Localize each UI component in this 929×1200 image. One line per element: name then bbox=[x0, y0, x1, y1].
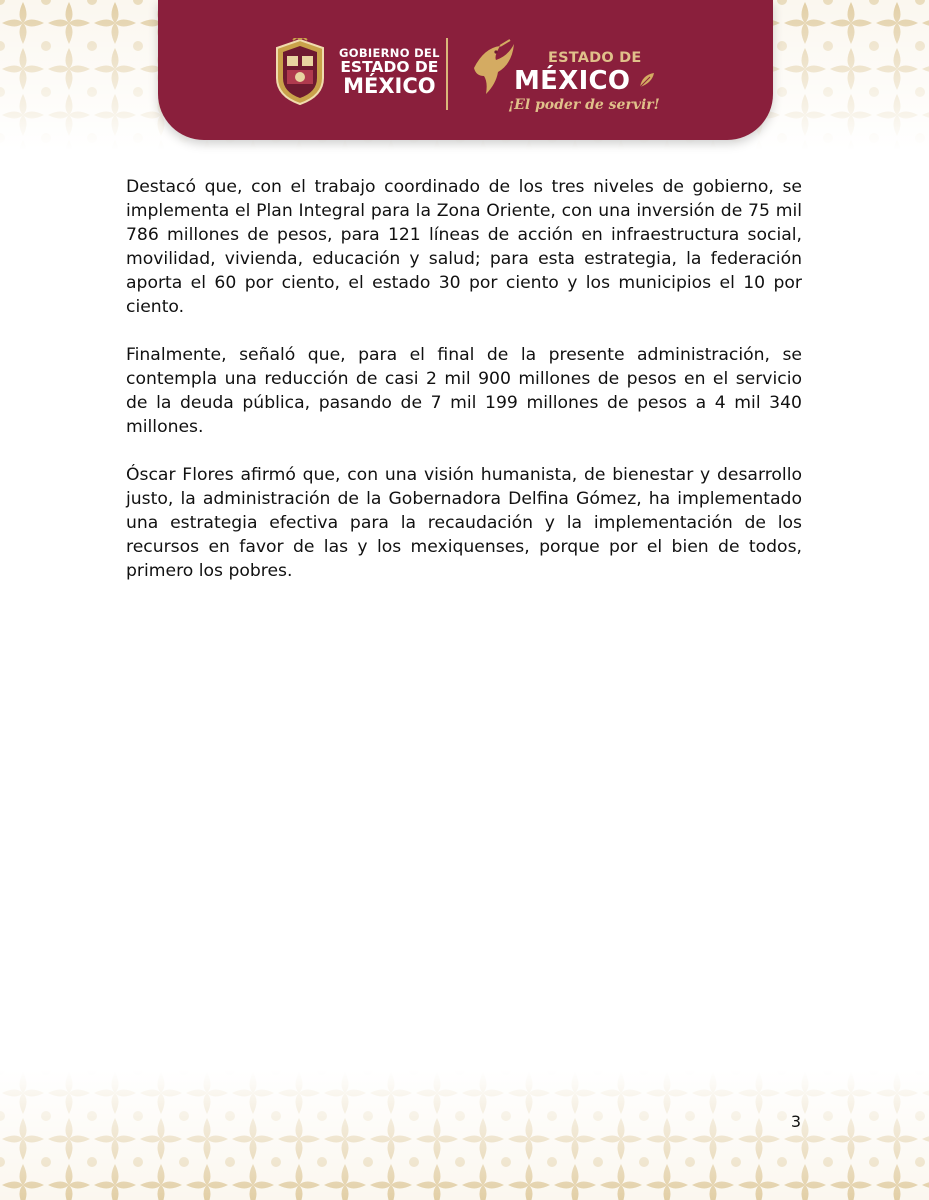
document-body bbox=[126, 175, 802, 607]
government-logo bbox=[273, 38, 440, 106]
header-banner bbox=[158, 0, 773, 140]
coat-of-arms-icon bbox=[273, 38, 327, 106]
page-number: 3 bbox=[790, 1112, 801, 1131]
paragraph-3: Óscar Flores afirmó que, con una visión humanista, de bienestar y desarrollo justo, la administración de la Gobernadora Delfina Gómez, ha implementado una estrategia efectiva para la recaudación y la implementación de los recursos en favor de las y los mexiquenses, porque por el bien de todos, primero los pobres. bbox=[126, 465, 802, 581]
hummingbird-icon bbox=[466, 38, 516, 98]
government-name-line2: ESTADO DE bbox=[340, 57, 439, 76]
paragraph-1: Destacó que, con el trabajo coordinado de los tres niveles de gobierno, se implementa el Plan Integral para la Zona Oriente, con una inversión de 75 mil 786 millones de pesos, para 121 líneas de acción en infraestructura social, movilidad, vivienda, educación y salud; para esta estrategia, la federación aporta el 60 por ciento, el estado 30 por ciento y los municipios el 10 por ciento. bbox=[126, 177, 802, 317]
brand-slogan: ¡El poder de servir! bbox=[508, 97, 660, 113]
government-name-line3: MÉXICO bbox=[343, 74, 436, 99]
government-name-line1: GOBIERNO DEL bbox=[339, 45, 440, 60]
brand-name-line2: MÉXICO bbox=[514, 66, 631, 96]
decorative-pattern-bottom bbox=[0, 1070, 929, 1200]
leaf-icon bbox=[638, 71, 658, 89]
paragraph-2: Finalmente, señaló que, para el final de la presente administración, se contempla una reducción de casi 2 mil 900 millones de pesos en el servicio de la deuda pública, pasando de 7 mil 199 millones de pesos a 4 mil 340 millones. bbox=[126, 345, 802, 437]
brand-name-line1: ESTADO DE bbox=[548, 50, 642, 66]
state-brand-logo bbox=[466, 38, 666, 118]
logo-divider bbox=[446, 38, 448, 110]
